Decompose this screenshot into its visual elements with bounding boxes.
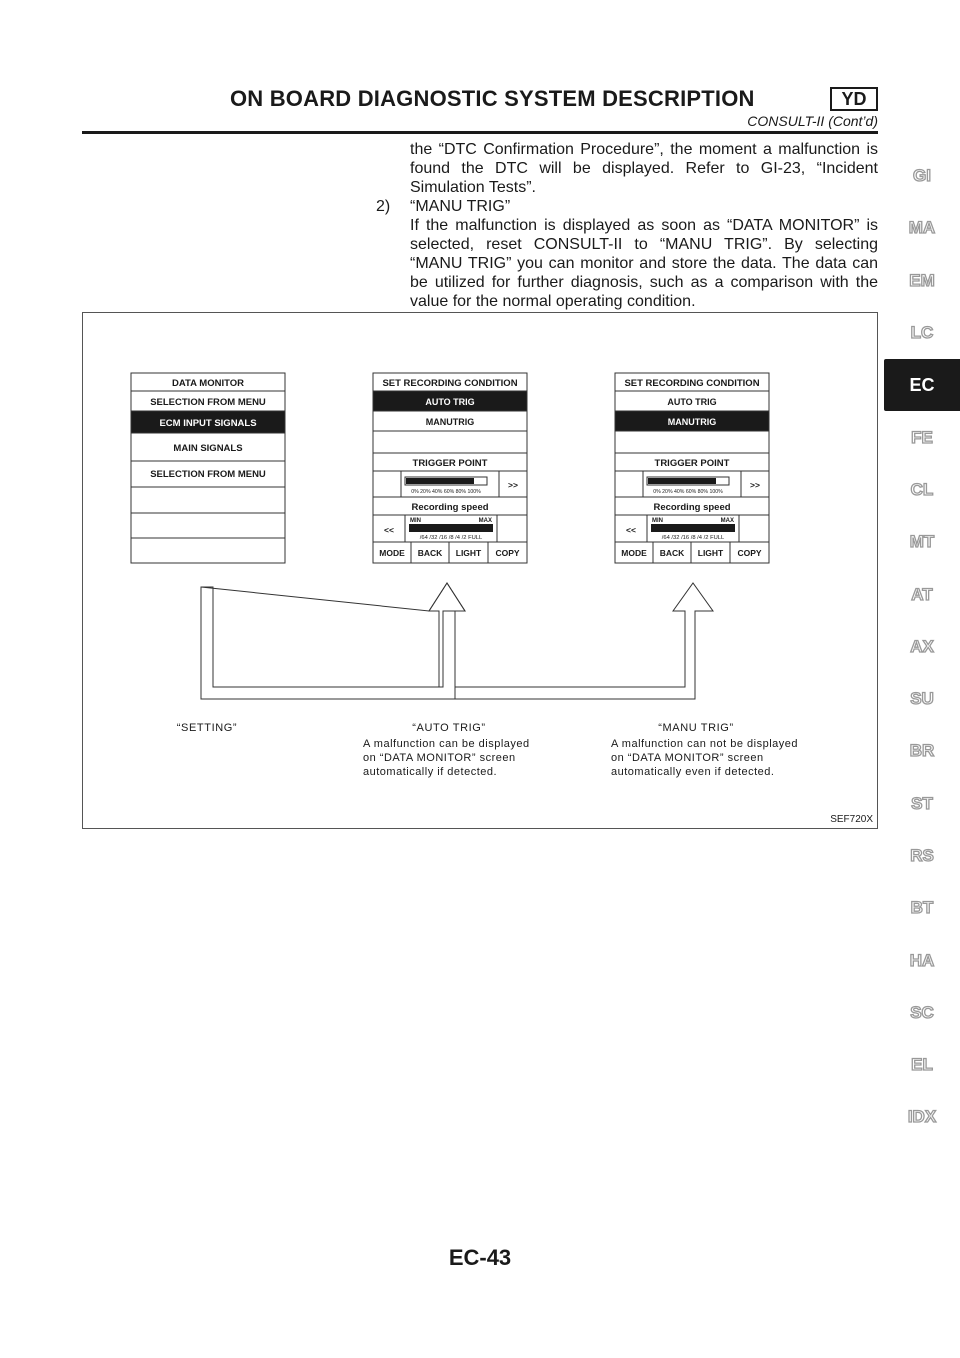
tab-ax[interactable]: AX — [910, 636, 934, 656]
caption-manu-trig-title: “MANU TRIG” — [658, 722, 734, 734]
tab-rs[interactable]: RS — [910, 846, 934, 865]
tab-mt[interactable]: MT — [909, 532, 935, 552]
screen2-manu-trig: MANUTRIG — [425, 417, 475, 427]
tab-em[interactable]: EM — [909, 270, 935, 290]
screen1-row-selection: SELECTION FROM MENU — [150, 397, 266, 408]
screen2-min: MIN — [410, 518, 421, 524]
caption-auto-trig-title: “AUTO TRIG” — [412, 722, 486, 734]
screen3-trigger-scale: 0% 20% 40% 60% 80% 100% — [653, 489, 723, 495]
screen3-min: MIN — [652, 518, 663, 524]
screen2-trigger-scale: 0% 20% 40% 60% 80% 100% — [411, 489, 481, 495]
section-title: ON BOARD DIAGNOSTIC SYSTEM DESCRIPTION — [230, 86, 755, 111]
screen2-back-button: BACK — [417, 548, 443, 558]
tab-su[interactable]: SU — [910, 689, 934, 709]
flow-arrow-to-manu-trig — [455, 583, 713, 699]
figure-drawing — [83, 313, 879, 830]
caption-manu-trig-line3: automatically even if detected. — [611, 766, 775, 778]
caption-auto-trig-line2: on “DATA MONITOR” screen — [363, 752, 516, 764]
page-number: EC-43 — [448, 1245, 512, 1270]
flow-arrow-to-auto-trig — [201, 583, 465, 687]
list-number: 2) — [376, 198, 391, 215]
screen2-trigger-point: TRIGGER POINT — [412, 458, 488, 469]
screen2-title: SET RECORDING CONDITION — [382, 378, 518, 389]
screen1-row-main-signals: MAIN SIGNALS — [173, 443, 243, 454]
tab-lc[interactable]: LC — [910, 323, 934, 343]
screen3-max: MAX — [720, 518, 734, 524]
screen2-light-button: LIGHT — [455, 548, 482, 558]
screen2-back-arrows: << — [384, 525, 394, 535]
engine-badge: YD — [830, 87, 878, 111]
screen2-forward: >> — [508, 480, 518, 490]
caption-manu-trig-line2: on “DATA MONITOR” screen — [611, 752, 764, 764]
screen3-back-button: BACK — [659, 548, 685, 558]
tab-bt[interactable]: BT — [910, 898, 934, 918]
tab-el[interactable]: EL — [911, 1055, 933, 1075]
caption-auto-trig-line3: automatically if detected. — [363, 766, 498, 778]
tab-br[interactable]: BR — [909, 741, 935, 761]
figure-code: SEF720X — [830, 814, 873, 825]
screen3-mode-button: MODE — [621, 548, 647, 558]
screen3-trigger-point: TRIGGER POINT — [654, 458, 730, 469]
screen3-copy-button: COPY — [737, 548, 762, 558]
list-item-title: “MANU TRIG” — [410, 198, 511, 215]
screen1-title: DATA MONITOR — [172, 378, 244, 389]
screen2-max: MAX — [478, 518, 492, 524]
tab-ma[interactable]: MA — [908, 218, 936, 238]
consult-figure — [82, 312, 878, 829]
tab-st[interactable]: ST — [911, 793, 933, 813]
screen3-auto-trig: AUTO TRIG — [667, 397, 717, 407]
tab-ec[interactable]: EC — [884, 359, 960, 411]
screen3-manu-trig: MANUTRIG — [667, 417, 717, 427]
screen2-speed-scale: /64 /32 /16 /8 /4 /2 FULL — [419, 535, 483, 541]
header-rule — [82, 131, 878, 134]
screen3-recording-speed: Recording speed — [653, 502, 731, 513]
section-subtitle: CONSULT-II (Cont’d) — [747, 113, 878, 129]
tab-idx[interactable]: IDX — [907, 1107, 937, 1127]
tab-gi[interactable]: GI — [913, 166, 931, 186]
screen3-forward: >> — [750, 480, 760, 490]
tab-fe[interactable]: FE — [911, 427, 933, 447]
paragraph-manu-trig: If the malfunction is displayed as soon as “DATA MONITOR” is selected, reset CONSULT-II to “MANU TRIG”. By selecting “MANU TRIG” you can monitor and store the data. The data can be utilized for further diagnosis, such as a comparison with the value for the normal operating condition. — [410, 217, 878, 310]
screen2-recording-speed: Recording speed — [411, 502, 489, 513]
tab-ha[interactable]: HA — [909, 950, 935, 970]
screen3-title: SET RECORDING CONDITION — [624, 378, 760, 389]
screen2-copy-button: COPY — [495, 548, 520, 558]
section-tabs — [884, 150, 960, 1144]
caption-setting: “SETTING” — [176, 722, 238, 734]
list-item-manu-trig — [376, 197, 878, 216]
screen3-light-button: LIGHT — [697, 548, 724, 558]
body-text — [376, 140, 878, 311]
tab-at[interactable]: AT — [911, 584, 933, 604]
paragraph-incident: the “DTC Confirmation Procedure”, the moment a malfunction is found the DTC will be displayed. Refer to GI-23, “Incident Simulation Tests”. — [410, 141, 878, 196]
tab-cl[interactable]: CL — [910, 479, 934, 499]
screen3-back-arrows: << — [626, 525, 636, 535]
screen1-row-ecm-input: ECM INPUT SIGNALS — [159, 418, 257, 429]
screen1-row-selection-2: SELECTION FROM MENU — [150, 469, 266, 480]
screen2-auto-trig: AUTO TRIG — [425, 397, 475, 407]
caption-auto-trig-line1: A malfunction can be displayed — [363, 738, 530, 750]
tab-sc[interactable]: SC — [910, 1002, 934, 1022]
screen3-speed-scale: /64 /32 /16 /8 /4 /2 FULL — [661, 535, 725, 541]
caption-manu-trig-line1: A malfunction can not be displayed — [611, 738, 799, 750]
screen2-mode-button: MODE — [379, 548, 405, 558]
